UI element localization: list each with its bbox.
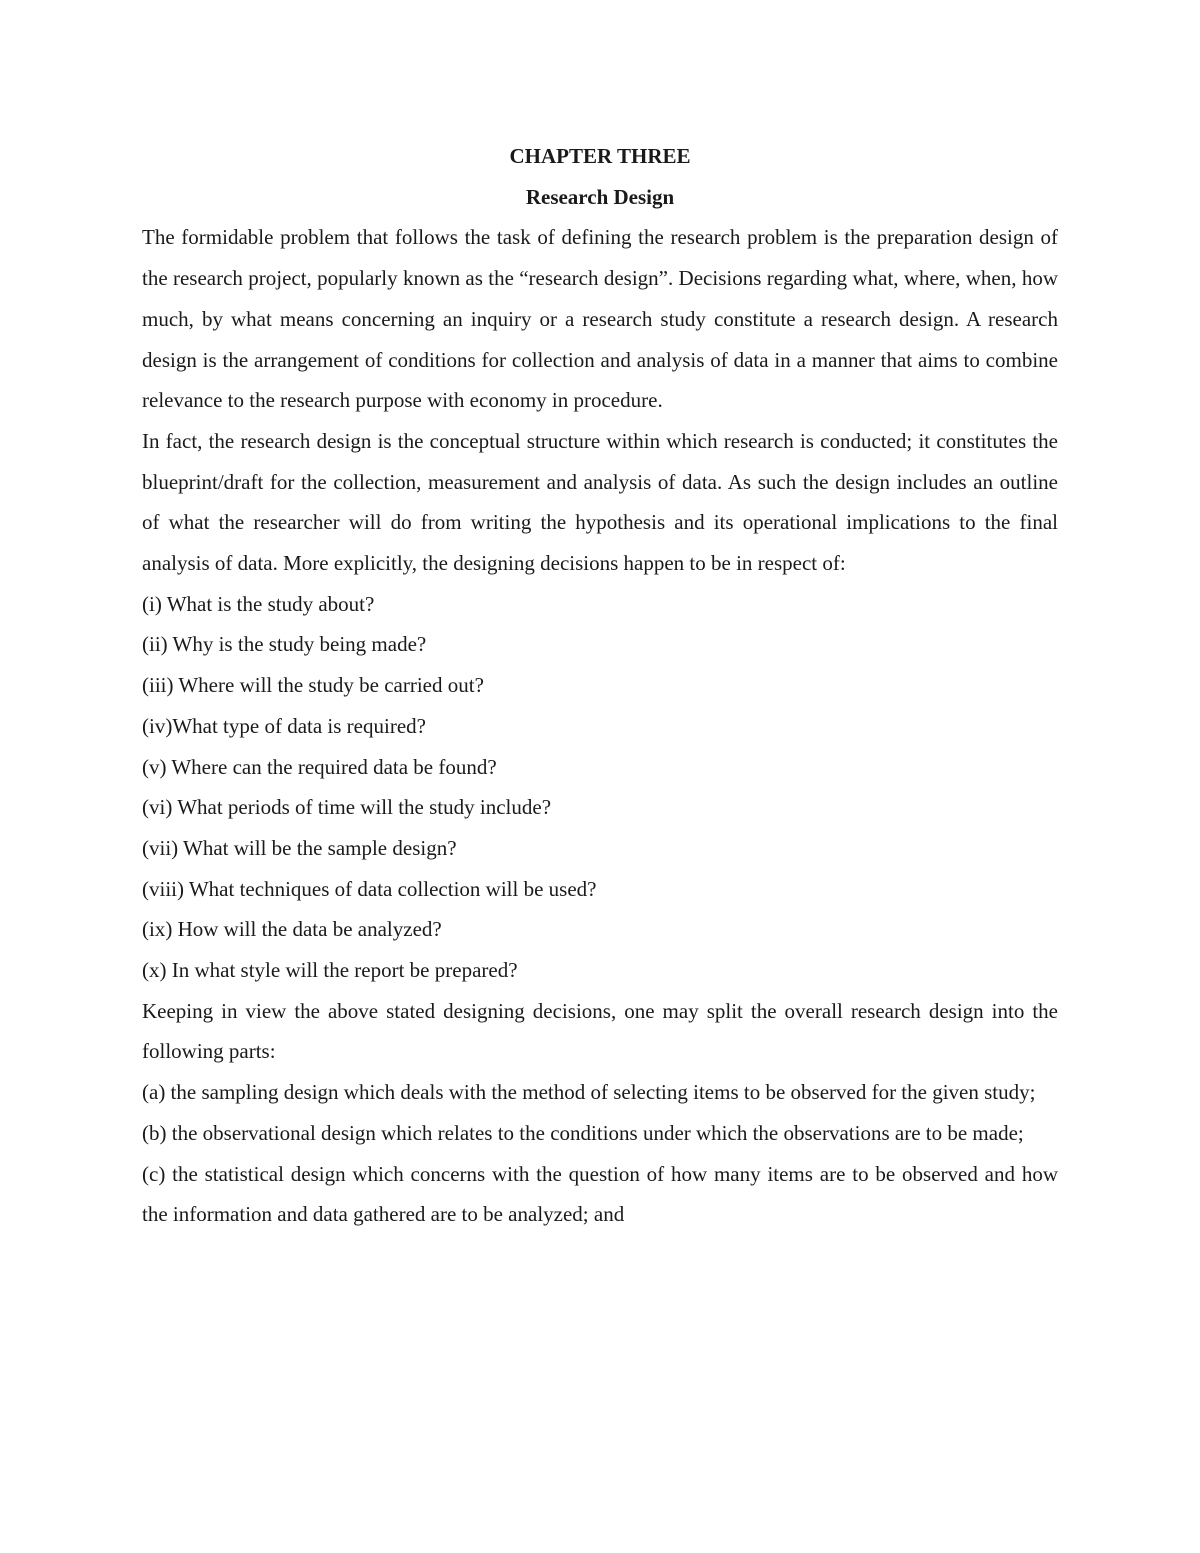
list-item: (viii) What techniques of data collection will be used?: [142, 876, 597, 901]
list-item: (v) Where can the required data be found?: [142, 754, 497, 779]
document-page: [142, 136, 1058, 1235]
list-item: (iv)What type of data is required?: [142, 713, 426, 738]
list-item: (vi) What periods of time will the study include?: [142, 795, 552, 820]
paragraph: The formidable problem that follows the task of defining the research problem is the preparation design of the research project, popularly known as the “research design”. Decisions regarding what, where, when, how much, by what means concerning an inquiry or a research study constitute a research design. A research design is the arrangement of conditions for collection and analysis of data in a manner that aims to combine relevance to the research purpose with economy in procedure.: [142, 225, 1058, 413]
list-item: (b) the observational design which relates to the conditions under which the observations are to be made;: [142, 1120, 1024, 1145]
design-parts-list: [142, 1072, 1058, 1235]
design-questions-list: [142, 584, 1058, 991]
list-item: (iii) Where will the study be carried out?: [142, 673, 484, 698]
paragraph: Keeping in view the above stated designing decisions, one may split the overall research design into the following parts:: [142, 998, 1058, 1064]
list-item: (ix) How will the data be analyzed?: [142, 917, 442, 942]
section-title: Research Design: [525, 184, 675, 209]
list-item: (c) the statistical design which concerns with the question of how many items are to be observed and how the information and data gathered are to be analyzed; and: [142, 1161, 1058, 1227]
list-item: (ii) Why is the study being made?: [142, 632, 427, 657]
list-item: (x) In what style will the report be prepared?: [142, 958, 518, 983]
list-item: (i) What is the study about?: [142, 591, 375, 616]
chapter-title: CHAPTER THREE: [509, 144, 691, 168]
list-item: (vii) What will be the sample design?: [142, 835, 457, 860]
list-item: (a) the sampling design which deals with the method of selecting items to be observed for the given study;: [142, 1080, 1036, 1105]
paragraph: In fact, the research design is the conceptual structure within which research is conducted; it constitutes the blueprint/draft for the collection, measurement and analysis of data. As such the design includes an outline of what the researcher will do from writing the hypothesis and its operational implications to the final analysis of data. More explicitly, the designing decisions happen to be in respect of:: [142, 428, 1058, 576]
